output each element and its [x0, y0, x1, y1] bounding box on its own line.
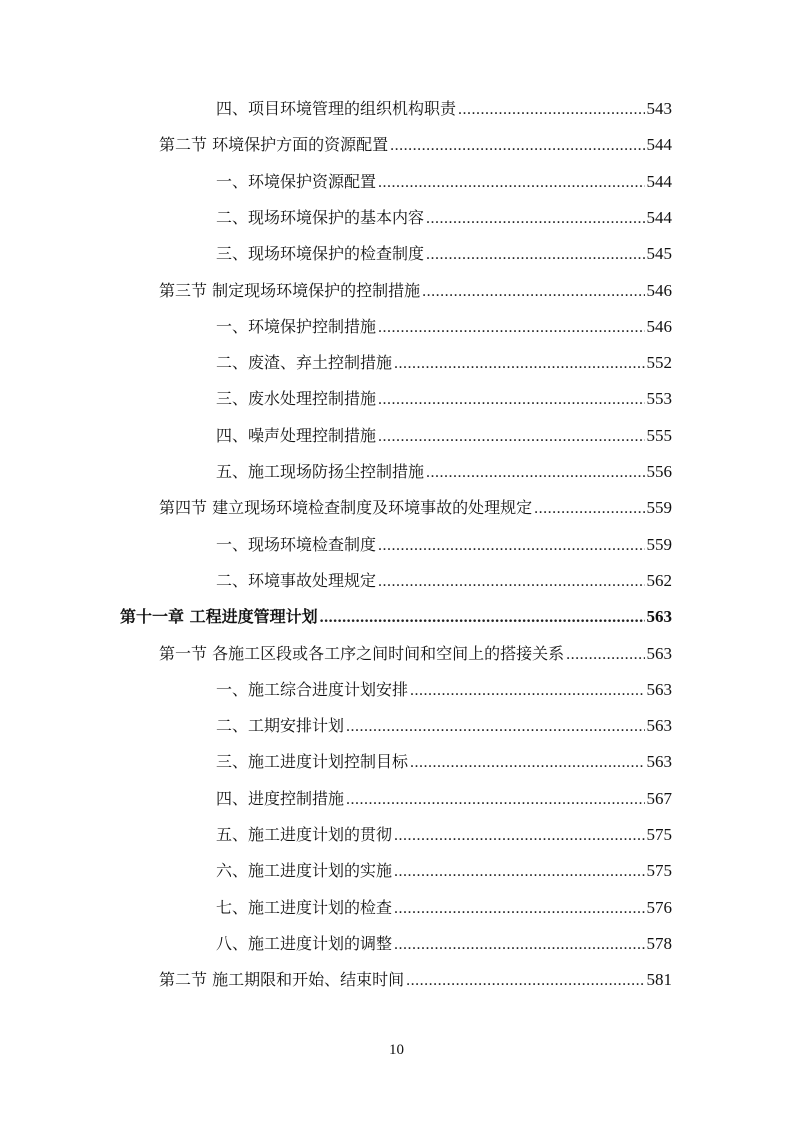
toc-entry-title: 第一节 各施工区段或各工序之间时间和空间上的搭接关系	[159, 643, 565, 663]
toc-subsection-entry[interactable]	[216, 351, 672, 375]
toc-entry-page: 559	[646, 498, 672, 518]
toc-entry-page: 563	[646, 752, 672, 772]
toc-leader-dots	[378, 316, 644, 340]
toc-entry-title: 第十一章 工程进度管理计划	[120, 607, 318, 627]
toc-entry-title: 三、现场环境保护的检查制度	[216, 244, 425, 264]
page-number: 10	[389, 1042, 404, 1058]
toc-subsection-entry[interactable]	[216, 424, 672, 448]
toc-subsection-entry[interactable]	[216, 460, 672, 484]
toc-entry-page: 546	[646, 280, 672, 300]
toc-leader-dots	[394, 824, 644, 848]
toc-entry-title: 一、环境保护控制措施	[216, 316, 377, 336]
toc-entry-page: 553	[646, 389, 672, 409]
toc-entry-page: 543	[646, 99, 672, 118]
toc-leader-dots	[426, 461, 644, 485]
toc-entry-page: 544	[646, 207, 672, 227]
toc-entry-page: 563	[646, 607, 672, 627]
toc-entry-page: 563	[646, 679, 672, 699]
toc-entry-page: 581	[646, 970, 672, 990]
toc-entry-page: 546	[646, 316, 672, 336]
toc-leader-dots	[320, 606, 645, 630]
toc-leader-dots	[378, 425, 644, 449]
toc-leader-dots	[426, 207, 644, 231]
toc-leader-dots	[426, 243, 644, 267]
toc-leader-dots	[378, 534, 644, 558]
toc-entry-page: 575	[646, 825, 672, 844]
toc-entry-page: 544	[646, 171, 672, 191]
toc-leader-dots	[378, 388, 644, 412]
toc-leader-dots	[378, 171, 644, 195]
toc-leader-dots	[394, 860, 644, 884]
toc-entry-page: 575	[646, 861, 672, 881]
toc-subsection-entry[interactable]	[216, 823, 672, 847]
toc-entry-page: 559	[646, 534, 672, 554]
toc-leader-dots	[410, 679, 644, 703]
toc-entry-page: 552	[646, 353, 672, 373]
toc-leader-dots	[534, 497, 644, 521]
toc-subsection-entry[interactable]	[216, 315, 672, 339]
toc-entry-title: 第三节 制定现场环境保护的控制措施	[159, 280, 421, 300]
toc-entry-title: 二、废渣、弃土控制措施	[216, 353, 393, 373]
toc-subsection-entry[interactable]	[216, 859, 672, 883]
toc-entry-page: 556	[646, 462, 672, 481]
toc-subsection-entry[interactable]	[216, 533, 672, 557]
toc-leader-dots	[406, 969, 644, 993]
toc-entry-title: 第二节 环境保护方面的资源配置	[159, 135, 389, 155]
toc-entry-title: 六、施工进度计划的实施	[216, 861, 393, 881]
toc-entry-title: 八、施工进度计划的调整	[216, 933, 393, 953]
toc-entry-title: 二、现场环境保护的基本内容	[216, 207, 425, 227]
toc-entry-page: 545	[646, 244, 672, 264]
toc-section-entry[interactable]	[159, 279, 672, 303]
toc-leader-dots	[346, 788, 644, 812]
toc-entry-page: 563	[646, 643, 672, 663]
toc-section-entry[interactable]	[159, 133, 672, 157]
toc-chapter-entry[interactable]	[120, 605, 672, 629]
toc-entry-title: 五、施工现场防扬尘控制措施	[216, 462, 425, 481]
toc-leader-dots	[458, 98, 644, 122]
toc-leader-dots	[346, 715, 644, 739]
toc-leader-dots	[394, 897, 644, 921]
toc-entry-title: 三、废水处理控制措施	[216, 389, 377, 409]
toc-entry-title: 五、施工进度计划的贯彻	[216, 825, 393, 844]
toc-entry-page: 567	[646, 788, 672, 808]
toc-subsection-entry[interactable]	[216, 387, 672, 411]
toc-subsection-entry[interactable]	[216, 787, 672, 811]
toc-entry-page: 544	[646, 135, 672, 155]
toc-entry-page: 555	[646, 425, 672, 445]
toc-leader-dots	[566, 643, 644, 667]
toc-subsection-entry[interactable]	[216, 678, 672, 702]
toc-subsection-entry[interactable]	[216, 896, 672, 920]
toc-entry-title: 第四节 建立现场环境检查制度及环境事故的处理规定	[159, 498, 533, 518]
toc-section-entry[interactable]	[159, 642, 672, 666]
toc-entry-title: 一、施工综合进度计划安排	[216, 679, 409, 699]
toc-subsection-entry[interactable]	[216, 714, 672, 738]
toc-subsection-entry[interactable]	[216, 242, 672, 266]
toc-entry-title: 二、环境事故处理规定	[216, 570, 377, 590]
toc-entry-title: 第二节 施工期限和开始、结束时间	[159, 970, 405, 990]
toc-leader-dots	[422, 280, 644, 304]
toc-entry-title: 三、施工进度计划控制目标	[216, 752, 409, 772]
toc-entry-title: 一、现场环境检查制度	[216, 534, 377, 554]
toc-entry-page: 578	[646, 933, 672, 953]
toc-entry-title: 四、项目环境管理的组织机构职责	[216, 99, 457, 118]
toc-entry-title: 四、进度控制措施	[216, 788, 345, 808]
toc-subsection-entry[interactable]	[216, 170, 672, 194]
toc-entry-title: 四、噪声处理控制措施	[216, 425, 377, 445]
toc-leader-dots	[390, 134, 644, 158]
toc-entry-title: 二、工期安排计划	[216, 716, 345, 736]
toc-leader-dots	[378, 570, 644, 594]
toc-leader-dots	[394, 933, 644, 957]
toc-section-entry[interactable]	[159, 496, 672, 520]
toc-entry-title: 七、施工进度计划的检查	[216, 897, 393, 917]
toc-entry-page: 563	[646, 716, 672, 736]
toc-leader-dots	[394, 352, 644, 376]
toc-section-entry[interactable]	[159, 968, 672, 992]
toc-subsection-entry[interactable]	[216, 97, 672, 121]
toc-subsection-entry[interactable]	[216, 932, 672, 956]
toc-entry-page: 562	[646, 570, 672, 590]
toc-leader-dots	[410, 751, 644, 775]
toc-entry-page: 576	[646, 897, 672, 917]
toc-subsection-entry[interactable]	[216, 569, 672, 593]
toc-subsection-entry[interactable]	[216, 206, 672, 230]
toc-entry-title: 一、环境保护资源配置	[216, 171, 377, 191]
toc-subsection-entry[interactable]	[216, 750, 672, 774]
